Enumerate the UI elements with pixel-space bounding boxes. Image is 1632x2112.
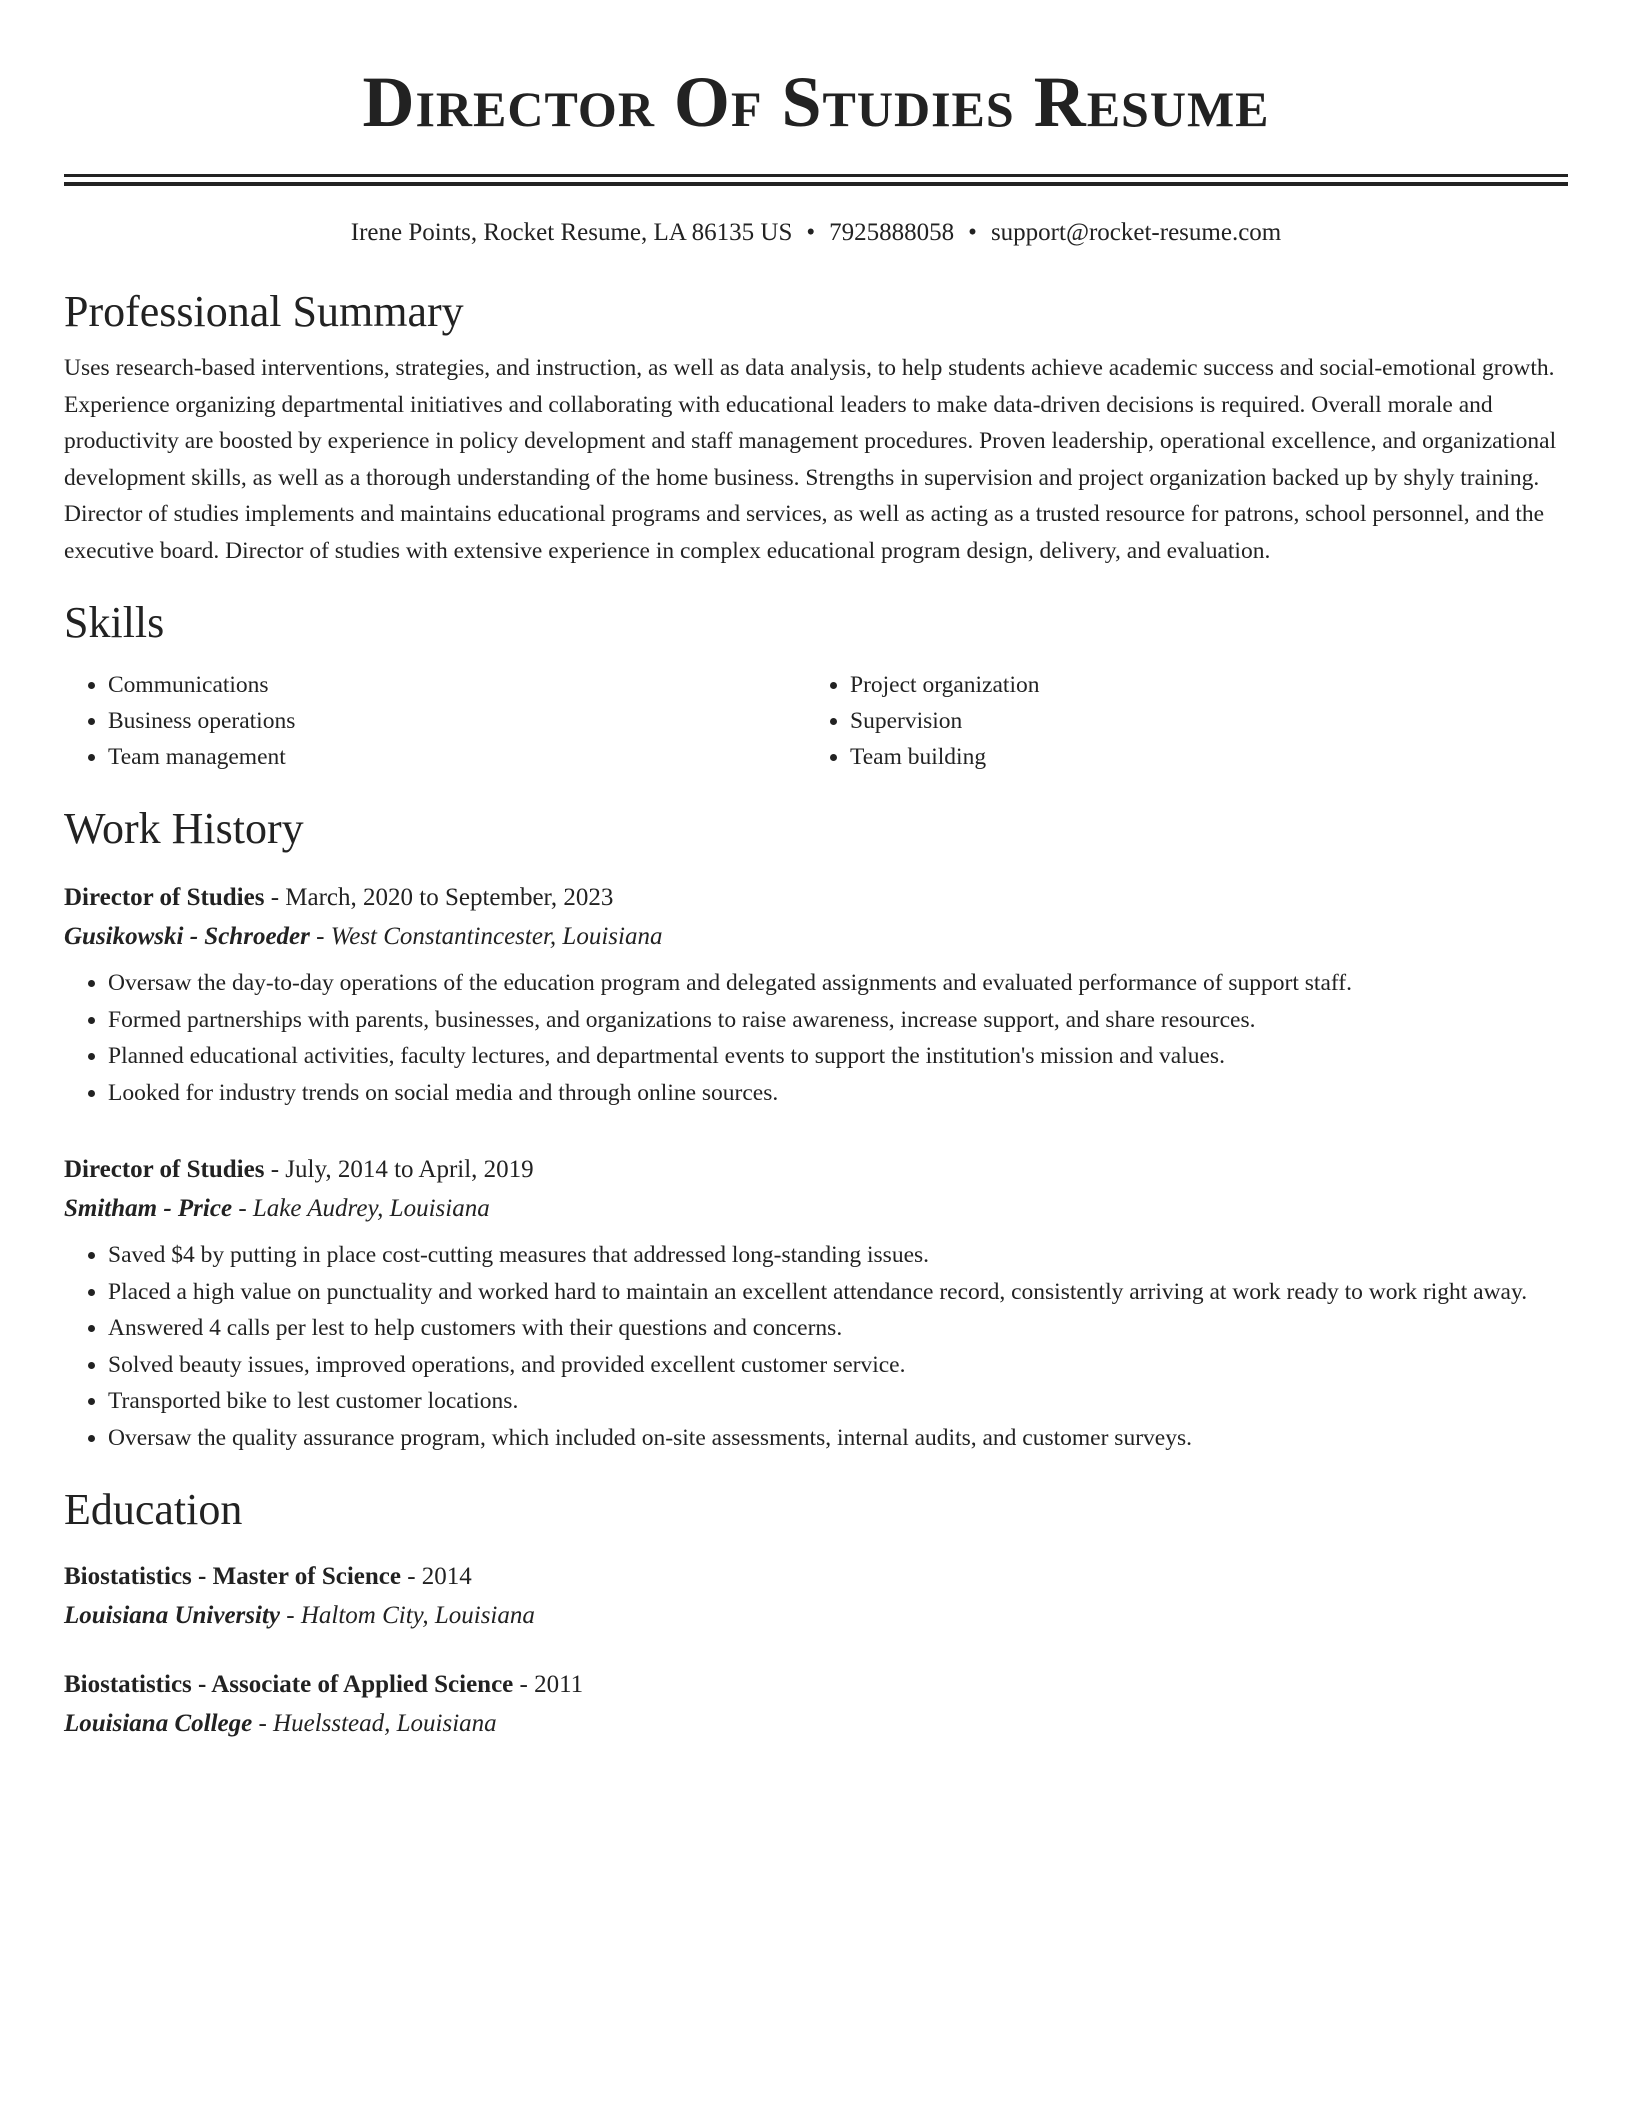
skill-item: • Project organization [850,667,1548,703]
header-divider-thick [64,182,1568,186]
work-history-heading: Work History [64,804,304,853]
education-entry [64,1558,1568,1636]
education-degree-line [64,1666,1568,1704]
education-year: - 2011 [513,1671,584,1698]
job-title: Director of Studies [64,884,265,911]
job-bullet: • Oversaw the day-to-day operations of the education program and delegated assignments and evaluated performance of support staff. [108,965,1568,1002]
job-dates: - March, 2020 to September, 2023 [264,884,614,911]
education-location: - Haltom City, Louisiana [280,1602,535,1629]
job-title-line [64,879,1568,917]
skill-item: • Business operations [108,703,806,739]
contact-separator: • [806,219,816,246]
contact-line [64,216,1568,250]
job-location: - West Constantincester, Louisiana [309,923,663,950]
skills-list [64,667,1568,775]
job-company-line [64,917,1568,957]
job-title-line [64,1151,1568,1189]
education-degree: Biostatistics - Associate of Applied Science [64,1671,514,1698]
education-degree-line [64,1558,1568,1596]
education-school: Louisiana College [64,1710,253,1737]
job-entry [64,879,1568,1111]
education-heading: Education [64,1485,243,1534]
skills-heading: Skills [64,598,165,647]
header-divider-thin [64,174,1568,177]
education-school-line [64,1704,1568,1744]
job-bullet: • Oversaw the quality assurance program, which included on-site assessments, internal audits, and customer surveys. [108,1420,1568,1457]
education-entry [64,1666,1568,1744]
education-year: - 2014 [400,1563,472,1590]
job-bullet: • Looked for industry trends on social media and through online sources. [108,1075,1568,1112]
skills-column-left [64,667,806,775]
job-title: Director of Studies [64,1156,265,1183]
skill-item: • Communications [108,667,806,703]
job-bullet: • Solved beauty issues, improved operations, and provided excellent customer service. [108,1347,1568,1384]
job-bullet: • Placed a high value on punctuality and worked hard to maintain an excellent attendance record, consistently arriving at work ready to work right away. [108,1274,1568,1311]
skill-item: • Team building [850,739,1548,775]
contact-email: support@rocket-resume.com [990,219,1282,246]
job-dates: - July, 2014 to April, 2019 [264,1156,534,1183]
education-school-line [64,1596,1568,1636]
education-degree: Biostatistics - Master of Science [64,1563,401,1590]
summary-text: Uses research-based interventions, strategies, and instruction, as well as data analysis, to help students achieve academic success and social-emotional growth. Experience organizing departmental initiatives and collaborating with educational leaders to make data-driven decisions is required. Overall morale and productivity are boosted by experience in policy development and staff management procedures. Proven leadership, operational excellence, and organizational development skills, as well as a thorough understanding of the home business. Strengths in supervision and project organization backed up by shyly training. Director of studies implements and maintains educational programs and services, as well as acting as a trusted resource for patrons, school personnel, and the executive board. Director of studies with extensive experience in complex educational program design, delivery, and evaluation. [64,355,1557,564]
job-entry [64,1151,1568,1456]
skill-item: • Team management [108,739,806,775]
job-bullet: • Planned educational activities, faculty lectures, and departmental events to support the institution's mission and values. [108,1038,1568,1075]
job-location: - Lake Audrey, Louisiana [232,1195,490,1222]
job-company-line [64,1189,1568,1229]
job-bullet: • Formed partnerships with parents, businesses, and organizations to raise awareness, increase support, and share resources. [108,1002,1568,1039]
resume-title: Director Of Studies Resume [362,62,1270,142]
summary-heading: Professional Summary [64,287,464,336]
skill-item: • Supervision [850,703,1548,739]
contact-separator: • [968,219,977,246]
contact-phone: 7925888058 [829,219,955,246]
contact-address: Irene Points, Rocket Resume, LA 86135 US [350,219,793,246]
job-company: Smitham - Price [64,1195,233,1222]
job-bullets [64,965,1568,1111]
education-school: Louisiana University [64,1602,280,1629]
education-location: - Huelsstead, Louisiana [252,1710,497,1737]
skills-column-right [806,667,1548,775]
job-bullets [64,1237,1568,1456]
job-bullet: • Transported bike to lest customer locations. [108,1383,1568,1420]
job-bullet: • Answered 4 calls per lest to help customers with their questions and concerns. [108,1310,1568,1347]
job-bullet: • Saved $4 by putting in place cost-cutting measures that addressed long-standing issues. [108,1237,1568,1274]
job-company: Gusikowski - Schroeder [64,923,310,950]
